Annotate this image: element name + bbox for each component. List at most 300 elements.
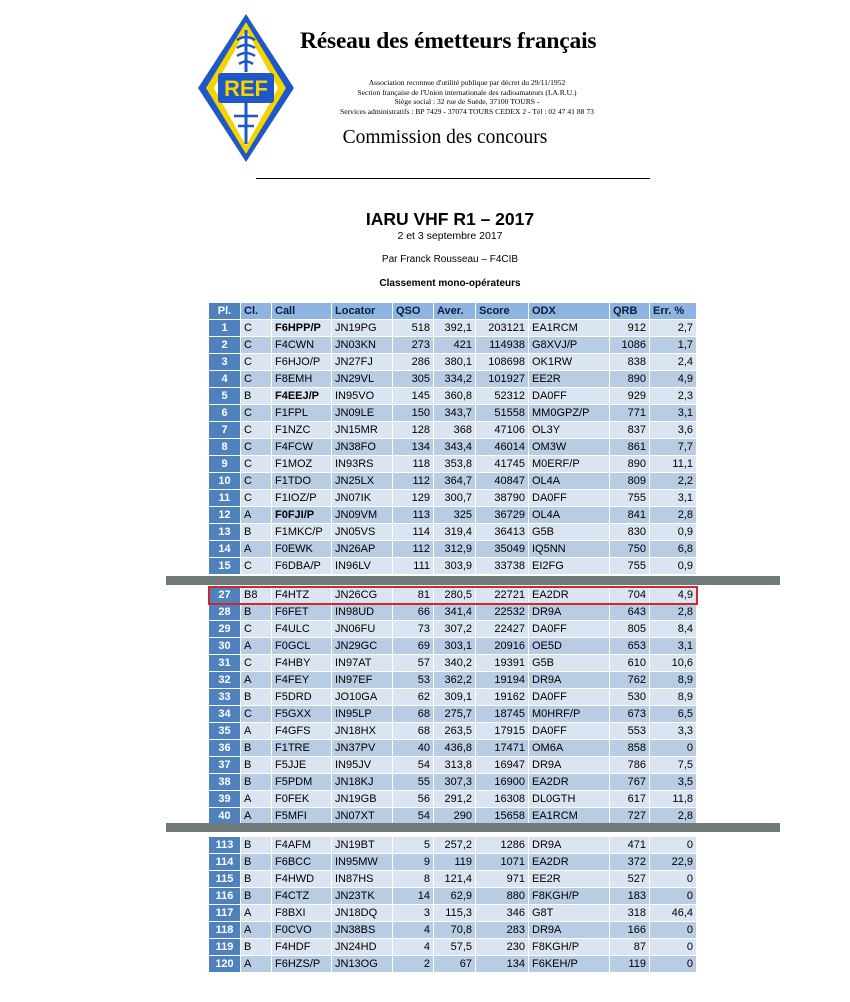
cell-pl: 2 xyxy=(209,337,241,354)
table-row xyxy=(209,456,697,473)
cell-odx: DA0FF xyxy=(529,388,610,405)
cell-err: 11,8 xyxy=(650,791,697,808)
cell-err: 3,5 xyxy=(650,774,697,791)
cell-aver: 341,4 xyxy=(434,604,476,621)
table-row xyxy=(209,922,697,939)
cell-qrb: 830 xyxy=(610,524,650,541)
cell-qso: 54 xyxy=(393,757,434,774)
cell-call: F0FJI/P xyxy=(272,507,332,524)
org-name: Réseau des émetteurs français xyxy=(300,28,597,54)
cell-aver: 275,7 xyxy=(434,706,476,723)
cell-qso: 40 xyxy=(393,740,434,757)
cell-cl: C xyxy=(241,422,272,439)
cell-pl: 113 xyxy=(209,837,241,854)
cell-loc: JN26CG xyxy=(332,587,393,604)
cell-score: 230 xyxy=(476,939,529,956)
cell-aver: 343,4 xyxy=(434,439,476,456)
table-row xyxy=(209,905,697,922)
cell-odx: OL4A xyxy=(529,473,610,490)
cell-pl: 32 xyxy=(209,672,241,689)
section-separator xyxy=(166,823,780,832)
cell-aver: 290 xyxy=(434,808,476,825)
cell-cl: C xyxy=(241,405,272,422)
cell-pl: 119 xyxy=(209,939,241,956)
cell-odx: OM3W xyxy=(529,439,610,456)
svg-text:REF: REF xyxy=(224,76,268,101)
cell-odx: MM0GPZ/P xyxy=(529,405,610,422)
cell-loc: IN93RS xyxy=(332,456,393,473)
cell-call: F6HJO/P xyxy=(272,354,332,371)
table-row xyxy=(209,723,697,740)
cell-err: 8,9 xyxy=(650,672,697,689)
cell-qso: 145 xyxy=(393,388,434,405)
cell-score: 22721 xyxy=(476,587,529,604)
col-header: QRB xyxy=(610,303,650,320)
cell-loc: IN97AT xyxy=(332,655,393,672)
cell-call: F1NZC xyxy=(272,422,332,439)
cell-loc: IN95JV xyxy=(332,757,393,774)
cell-err: 2,2 xyxy=(650,473,697,490)
table-row xyxy=(209,473,697,490)
cell-qrb: 890 xyxy=(610,371,650,388)
cell-qso: 273 xyxy=(393,337,434,354)
cell-cl: A xyxy=(241,956,272,973)
cell-err: 1,7 xyxy=(650,337,697,354)
cell-cl: B xyxy=(241,837,272,854)
cell-loc: JN29GC xyxy=(332,638,393,655)
info-line: Services administratifs : BP 7429 - 37074 TOURS CEDEX 2 - Tél : 02 47 41 88 73 xyxy=(340,106,594,116)
cell-qso: 305 xyxy=(393,371,434,388)
cell-qrb: 755 xyxy=(610,558,650,575)
cell-cl: A xyxy=(241,672,272,689)
table-row xyxy=(209,757,697,774)
cell-score: 36413 xyxy=(476,524,529,541)
cell-err: 0 xyxy=(650,922,697,939)
cell-cl: C xyxy=(241,558,272,575)
cell-call: F1IOZ/P xyxy=(272,490,332,507)
cell-odx: DR9A xyxy=(529,604,610,621)
cell-qrb: 1086 xyxy=(610,337,650,354)
cell-qso: 8 xyxy=(393,871,434,888)
cell-call: F4HDF xyxy=(272,939,332,956)
cell-qrb: 318 xyxy=(610,905,650,922)
cell-call: F6BCC xyxy=(272,854,332,871)
cell-qso: 150 xyxy=(393,405,434,422)
cell-cl: B xyxy=(241,604,272,621)
cell-loc: JN26AP xyxy=(332,541,393,558)
cell-pl: 38 xyxy=(209,774,241,791)
cell-score: 38790 xyxy=(476,490,529,507)
cell-odx: DR9A xyxy=(529,922,610,939)
cell-qso: 111 xyxy=(393,558,434,575)
cell-odx: OL3Y xyxy=(529,422,610,439)
cell-aver: 67 xyxy=(434,956,476,973)
table-row xyxy=(209,422,697,439)
cell-loc: JN38FO xyxy=(332,439,393,456)
cell-aver: 319,4 xyxy=(434,524,476,541)
cell-qso: 118 xyxy=(393,456,434,473)
cell-err: 0,9 xyxy=(650,524,697,541)
cell-qso: 14 xyxy=(393,888,434,905)
cell-err: 7,7 xyxy=(650,439,697,456)
cell-score: 203121 xyxy=(476,320,529,337)
cell-qrb: 912 xyxy=(610,320,650,337)
cell-err: 0 xyxy=(650,837,697,854)
cell-err: 8,4 xyxy=(650,621,697,638)
cell-loc: IN97EF xyxy=(332,672,393,689)
cell-qrb: 610 xyxy=(610,655,650,672)
section-separator xyxy=(166,576,780,585)
cell-score: 17471 xyxy=(476,740,529,757)
cell-qso: 113 xyxy=(393,507,434,524)
table-row xyxy=(209,621,697,638)
cell-call: F0GCL xyxy=(272,638,332,655)
cell-odx: IQ5NN xyxy=(529,541,610,558)
results-group-bottom xyxy=(209,837,697,973)
cell-pl: 29 xyxy=(209,621,241,638)
contest-dates: 2 et 3 septembre 2017 xyxy=(397,230,503,242)
cell-loc: IN95LP xyxy=(332,706,393,723)
cell-cl: A xyxy=(241,723,272,740)
contest-author: Par Franck Rousseau – F4CIB xyxy=(381,254,519,265)
table-row xyxy=(209,604,697,621)
cell-qrb: 166 xyxy=(610,922,650,939)
cell-err: 8,9 xyxy=(650,689,697,706)
cell-loc: JN09LE xyxy=(332,405,393,422)
cell-score: 36729 xyxy=(476,507,529,524)
cell-qso: 73 xyxy=(393,621,434,638)
cell-pl: 117 xyxy=(209,905,241,922)
cell-loc: JN29VL xyxy=(332,371,393,388)
table-row xyxy=(209,740,697,757)
cell-loc: IN87HS xyxy=(332,871,393,888)
cell-qrb: 809 xyxy=(610,473,650,490)
cell-call: F5DRD xyxy=(272,689,332,706)
cell-qrb: 858 xyxy=(610,740,650,757)
cell-odx: G5B xyxy=(529,655,610,672)
cell-call: F5GXX xyxy=(272,706,332,723)
cell-err: 11,1 xyxy=(650,456,697,473)
cell-qso: 69 xyxy=(393,638,434,655)
cell-aver: 353,8 xyxy=(434,456,476,473)
cell-loc: JO10GA xyxy=(332,689,393,706)
cell-aver: 121,4 xyxy=(434,871,476,888)
cell-pl: 118 xyxy=(209,922,241,939)
cell-score: 19162 xyxy=(476,689,529,706)
cell-odx: DA0FF xyxy=(529,621,610,638)
table-row xyxy=(209,939,697,956)
cell-odx: M0HRF/P xyxy=(529,706,610,723)
col-header: ODX xyxy=(529,303,610,320)
cell-err: 4,9 xyxy=(650,587,697,604)
cell-qrb: 704 xyxy=(610,587,650,604)
cell-odx: DR9A xyxy=(529,837,610,854)
cell-call: F4CWN xyxy=(272,337,332,354)
col-header: QSO xyxy=(393,303,434,320)
cell-qso: 134 xyxy=(393,439,434,456)
cell-pl: 35 xyxy=(209,723,241,740)
cell-aver: 340,2 xyxy=(434,655,476,672)
cell-qrb: 838 xyxy=(610,354,650,371)
cell-aver: 380,1 xyxy=(434,354,476,371)
cell-odx: DR9A xyxy=(529,757,610,774)
cell-loc: JN24HD xyxy=(332,939,393,956)
cell-cl: B8 xyxy=(241,587,272,604)
table-row xyxy=(209,689,697,706)
table-row xyxy=(209,837,697,854)
cell-err: 3,3 xyxy=(650,723,697,740)
cell-err: 0 xyxy=(650,956,697,973)
cell-cl: B xyxy=(241,871,272,888)
cell-score: 18745 xyxy=(476,706,529,723)
cell-cl: C xyxy=(241,371,272,388)
cell-odx: EA1RCM xyxy=(529,320,610,337)
table-row xyxy=(209,524,697,541)
cell-err: 3,1 xyxy=(650,638,697,655)
cell-score: 108698 xyxy=(476,354,529,371)
commission-title: Commission des concours xyxy=(342,127,548,148)
cell-cl: A xyxy=(241,507,272,524)
cell-odx: DA0FF xyxy=(529,723,610,740)
cell-odx: M0ERF/P xyxy=(529,456,610,473)
cell-call: F0CVO xyxy=(272,922,332,939)
cell-call: F0EWK xyxy=(272,541,332,558)
cell-qso: 68 xyxy=(393,706,434,723)
cell-err: 2,7 xyxy=(650,320,697,337)
cell-score: 41745 xyxy=(476,456,529,473)
cell-odx: G8XVJ/P xyxy=(529,337,610,354)
cell-qso: 518 xyxy=(393,320,434,337)
cell-odx: DA0FF xyxy=(529,490,610,507)
cell-score: 114938 xyxy=(476,337,529,354)
col-header: Err. % xyxy=(650,303,697,320)
table-row xyxy=(209,854,697,871)
cell-qso: 57 xyxy=(393,655,434,672)
cell-qrb: 653 xyxy=(610,638,650,655)
cell-pl: 5 xyxy=(209,388,241,405)
cell-call: F4CTZ xyxy=(272,888,332,905)
cell-call: F8BXI xyxy=(272,905,332,922)
cell-err: 22,9 xyxy=(650,854,697,871)
cell-loc: JN25LX xyxy=(332,473,393,490)
cell-loc: JN27FJ xyxy=(332,354,393,371)
cell-err: 0 xyxy=(650,888,697,905)
cell-qrb: 805 xyxy=(610,621,650,638)
ref-logo xyxy=(196,12,296,164)
cell-qrb: 530 xyxy=(610,689,650,706)
cell-pl: 11 xyxy=(209,490,241,507)
cell-odx: DL0GTH xyxy=(529,791,610,808)
table-row xyxy=(209,320,697,337)
cell-pl: 40 xyxy=(209,808,241,825)
cell-odx: EE2R xyxy=(529,371,610,388)
table-row xyxy=(209,439,697,456)
cell-err: 2,3 xyxy=(650,388,697,405)
col-header: Pl. xyxy=(209,303,241,320)
cell-odx: EI2FG xyxy=(529,558,610,575)
cell-cl: A xyxy=(241,922,272,939)
cell-qrb: 771 xyxy=(610,405,650,422)
cell-err: 0 xyxy=(650,939,697,956)
cell-pl: 9 xyxy=(209,456,241,473)
cell-score: 15658 xyxy=(476,808,529,825)
cell-err: 2,8 xyxy=(650,604,697,621)
cell-qrb: 673 xyxy=(610,706,650,723)
cell-score: 101927 xyxy=(476,371,529,388)
cell-loc: JN03KN xyxy=(332,337,393,354)
cell-pl: 116 xyxy=(209,888,241,905)
cell-qrb: 837 xyxy=(610,422,650,439)
table-row xyxy=(209,405,697,422)
cell-score: 46014 xyxy=(476,439,529,456)
cell-cl: A xyxy=(241,541,272,558)
cell-loc: JN09VM xyxy=(332,507,393,524)
cell-qso: 68 xyxy=(393,723,434,740)
cell-err: 3,1 xyxy=(650,490,697,507)
cell-err: 0 xyxy=(650,871,697,888)
cell-loc: IN98UD xyxy=(332,604,393,621)
cell-qso: 81 xyxy=(393,587,434,604)
info-line: Association reconnue d'utilité publique par décret du 29/11/1952 xyxy=(368,78,566,87)
cell-cl: B xyxy=(241,939,272,956)
cell-cl: C xyxy=(241,621,272,638)
cell-call: F5MFI xyxy=(272,808,332,825)
cell-aver: 300,7 xyxy=(434,490,476,507)
cell-qso: 112 xyxy=(393,541,434,558)
cell-pl: 115 xyxy=(209,871,241,888)
cell-score: 346 xyxy=(476,905,529,922)
col-header: Locator xyxy=(332,303,393,320)
cell-cl: B xyxy=(241,689,272,706)
cell-aver: 70,8 xyxy=(434,922,476,939)
cell-aver: 364,7 xyxy=(434,473,476,490)
cell-call: F6FET xyxy=(272,604,332,621)
cell-qso: 66 xyxy=(393,604,434,621)
cell-err: 2,8 xyxy=(650,507,697,524)
cell-loc: IN95MW xyxy=(332,854,393,871)
cell-aver: 57,5 xyxy=(434,939,476,956)
cell-score: 35049 xyxy=(476,541,529,558)
cell-loc: IN95VO xyxy=(332,388,393,405)
cell-cl: C xyxy=(241,706,272,723)
cell-loc: JN07XT xyxy=(332,808,393,825)
results-group-middle xyxy=(209,587,697,825)
cell-qrb: 617 xyxy=(610,791,650,808)
cell-err: 3,1 xyxy=(650,405,697,422)
cell-odx: OL4A xyxy=(529,507,610,524)
cell-call: F4FEY xyxy=(272,672,332,689)
cell-err: 3,6 xyxy=(650,422,697,439)
cell-odx: OK1RW xyxy=(529,354,610,371)
cell-call: F4EEJ/P xyxy=(272,388,332,405)
cell-call: F6DBA/P xyxy=(272,558,332,575)
cell-qrb: 643 xyxy=(610,604,650,621)
cell-cl: C xyxy=(241,473,272,490)
cell-cl: B xyxy=(241,854,272,871)
cell-pl: 34 xyxy=(209,706,241,723)
cell-aver: 436,8 xyxy=(434,740,476,757)
col-header: Aver. xyxy=(434,303,476,320)
cell-score: 16947 xyxy=(476,757,529,774)
table-row xyxy=(209,774,697,791)
cell-score: 283 xyxy=(476,922,529,939)
cell-err: 0,9 xyxy=(650,558,697,575)
cell-score: 19194 xyxy=(476,672,529,689)
cell-pl: 37 xyxy=(209,757,241,774)
cell-pl: 6 xyxy=(209,405,241,422)
table-row xyxy=(209,706,697,723)
cell-aver: 307,2 xyxy=(434,621,476,638)
cell-qrb: 119 xyxy=(610,956,650,973)
cell-call: F4HTZ xyxy=(272,587,332,604)
cell-cl: A xyxy=(241,905,272,922)
cell-aver: 362,2 xyxy=(434,672,476,689)
cell-call: F1TRE xyxy=(272,740,332,757)
cell-aver: 313,8 xyxy=(434,757,476,774)
cell-score: 22427 xyxy=(476,621,529,638)
cell-pl: 3 xyxy=(209,354,241,371)
cell-cl: B xyxy=(241,740,272,757)
cell-call: F1TDO xyxy=(272,473,332,490)
table-row xyxy=(209,791,697,808)
cell-call: F4GFS xyxy=(272,723,332,740)
cell-score: 47106 xyxy=(476,422,529,439)
cell-aver: 368 xyxy=(434,422,476,439)
cell-odx: G8T xyxy=(529,905,610,922)
cell-odx: F6KEH/P xyxy=(529,956,610,973)
cell-odx: EA2DR xyxy=(529,854,610,871)
cell-cl: C xyxy=(241,320,272,337)
cell-qrb: 372 xyxy=(610,854,650,871)
table-row xyxy=(209,672,697,689)
cell-cl: A xyxy=(241,791,272,808)
cell-qso: 4 xyxy=(393,939,434,956)
cell-qso: 55 xyxy=(393,774,434,791)
cell-qso: 53 xyxy=(393,672,434,689)
table-row xyxy=(209,354,697,371)
header-rule xyxy=(256,178,650,179)
cell-call: F4ULC xyxy=(272,621,332,638)
cell-pl: 4 xyxy=(209,371,241,388)
cell-err: 2,8 xyxy=(650,808,697,825)
cell-qrb: 929 xyxy=(610,388,650,405)
cell-cl: A xyxy=(241,808,272,825)
cell-pl: 13 xyxy=(209,524,241,541)
cell-odx: F8KGH/P xyxy=(529,939,610,956)
table-row xyxy=(209,871,697,888)
cell-aver: 263,5 xyxy=(434,723,476,740)
table-row xyxy=(209,956,697,973)
table-row xyxy=(209,638,697,655)
cell-qso: 9 xyxy=(393,854,434,871)
cell-err: 6,5 xyxy=(650,706,697,723)
cell-cl: C xyxy=(241,490,272,507)
cell-aver: 312,9 xyxy=(434,541,476,558)
cell-loc: JN19PG xyxy=(332,320,393,337)
cell-call: F6HPP/P xyxy=(272,320,332,337)
cell-score: 51558 xyxy=(476,405,529,422)
cell-aver: 303,9 xyxy=(434,558,476,575)
cell-qrb: 471 xyxy=(610,837,650,854)
cell-odx: OM6A xyxy=(529,740,610,757)
cell-score: 20916 xyxy=(476,638,529,655)
cell-cl: A xyxy=(241,638,272,655)
cell-score: 40847 xyxy=(476,473,529,490)
cell-loc: JN07IK xyxy=(332,490,393,507)
cell-err: 7,5 xyxy=(650,757,697,774)
cell-pl: 1 xyxy=(209,320,241,337)
table-row xyxy=(209,558,697,575)
